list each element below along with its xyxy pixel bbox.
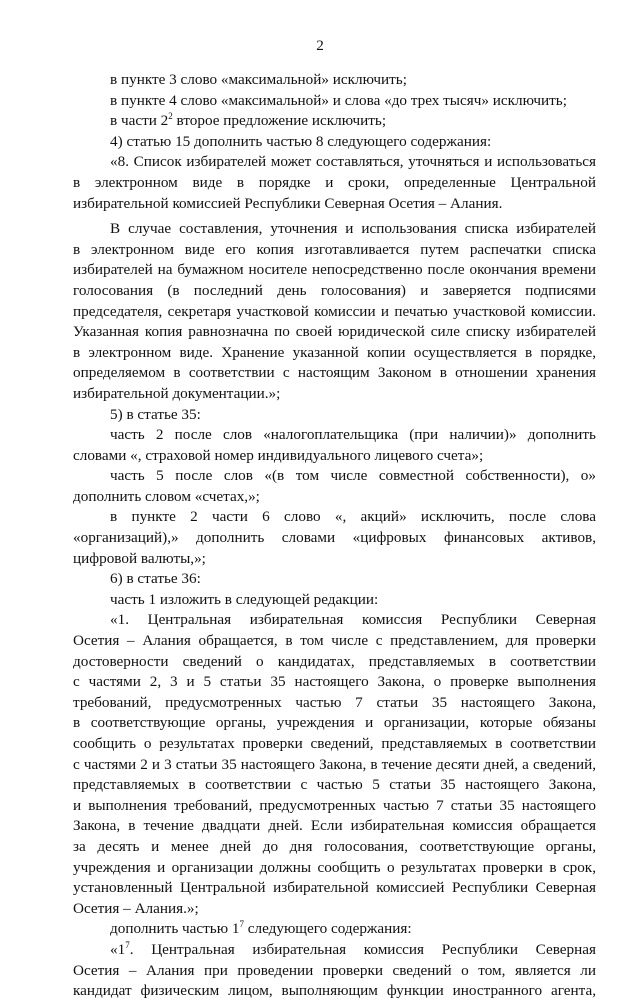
text-line-content: в соответствующие органы, учреждения и организации, которые обязаны <box>73 714 596 732</box>
text-line <box>73 363 596 384</box>
text-line-content: в пункте 2 части 6 слово «, акций» исключить, после слова <box>110 508 596 526</box>
text-line-content: часть 2 после слов «налогоплательщика (при наличии)» дополнить <box>110 426 596 444</box>
text-line <box>73 981 596 1002</box>
text-line-continuation: следующего содержания: <box>243 920 412 938</box>
text-line-content: избирателей на бумажном носителе непосредственно после окончания времени <box>73 261 596 279</box>
text-line <box>73 610 596 631</box>
text-line <box>73 755 596 776</box>
text-line-content: Осетия – Алания.»; <box>73 899 199 917</box>
text-line <box>73 734 596 755</box>
text-line <box>73 194 596 215</box>
text-line <box>73 899 596 920</box>
text-line <box>73 322 596 343</box>
text-line <box>73 652 596 673</box>
document-body <box>73 70 596 1002</box>
text-line-content: достоверности сведений о кандидатах, представляемых в соответствии <box>73 652 596 670</box>
text-line-content: избирательной комиссией Республики Северная Осетия – Алания. <box>73 194 503 212</box>
text-line-content: 4) статью 15 дополнить частью 8 следующего содержания: <box>110 132 492 150</box>
text-line-content: в пункте 4 слово «максимальной» и слова «до трех тысяч» исключить; <box>110 91 567 109</box>
text-line-content: цифровой валюты,»; <box>73 549 206 567</box>
text-line <box>73 919 596 940</box>
text-line-content: в электронном виде его копия изготавливается путем распечатки списка <box>73 240 596 258</box>
text-line-content: определяемом в соответствии с настоящим Законом в отношении хранения <box>73 364 596 382</box>
text-line <box>73 91 596 112</box>
text-line <box>73 281 596 302</box>
text-line-continuation: второе предложение исключить; <box>172 112 387 130</box>
text-line-content: избирательной документации.»; <box>73 384 281 402</box>
text-line <box>73 940 596 961</box>
text-line <box>73 713 596 734</box>
text-line-content: голосования (в последний день голосования) и заверяется подписями <box>73 281 596 299</box>
text-line-content: часть 5 после слов «(в том числе совместной собственности), о» <box>110 467 596 485</box>
text-line <box>73 569 596 590</box>
text-line <box>73 173 596 194</box>
text-line <box>73 152 596 173</box>
text-line <box>73 487 596 508</box>
text-line-continuation: . Центральная избирательная комиссия Республики Северная <box>129 940 596 958</box>
text-line <box>73 672 596 693</box>
text-line <box>73 219 596 240</box>
superscript: 7 <box>125 939 130 950</box>
text-line <box>73 961 596 982</box>
text-line <box>73 507 596 528</box>
text-line <box>73 260 596 281</box>
text-line-content: в части 2 <box>110 112 169 130</box>
text-line-content: Осетия – Алания обращается, в том числе с представлением, для проверки <box>73 632 596 650</box>
text-line-content: «организаций),» дополнить словами «цифровых финансовых активов, <box>73 529 596 547</box>
text-line-content: требований, предусмотренных частью 7 статьи 35 настоящего Закона, <box>73 693 596 711</box>
text-line <box>73 111 596 132</box>
superscript: 7 <box>239 919 244 930</box>
text-line-content: сообщить о результатах проверки сведений, представляемых в соответствии <box>73 735 596 752</box>
text-line <box>73 796 596 817</box>
text-line-content: Закона, в течение двадцати дней. Если избирательная комиссия обращается <box>73 817 596 835</box>
text-line-content: часть 1 изложить в следующей редакции: <box>110 590 379 608</box>
text-line <box>73 132 596 153</box>
text-line <box>73 549 596 570</box>
text-line-content: 6) в статье 36: <box>110 570 201 588</box>
text-line <box>73 837 596 858</box>
text-line <box>73 858 596 879</box>
text-line-content: представляемых в соответствии с частью 5 статьи 35 настоящего Закона, <box>73 776 596 794</box>
text-line <box>73 631 596 652</box>
text-line-content: «1 <box>110 940 126 958</box>
text-line-content: в пункте 3 слово «максимальной» исключить; <box>110 71 407 88</box>
text-line-content: «8. Список избирателей может составляться, уточняться и использоваться <box>110 153 596 171</box>
page-number: 2 <box>316 37 324 54</box>
text-line <box>73 70 596 91</box>
text-line-content: с частями 2 и 3 статьи 35 настоящего Закона, в течение десяти дней, а сведений, <box>73 755 596 773</box>
text-line <box>73 693 596 714</box>
text-line-content: в электронном виде. Хранение указанной копии осуществляется в порядке, <box>73 343 596 361</box>
text-line <box>73 775 596 796</box>
text-line <box>73 384 596 405</box>
text-line-content: за десять и менее дней до дня голосования, соответствующие органы, <box>73 837 596 855</box>
text-line <box>73 878 596 899</box>
text-line-content: и выполнения требований, предусмотренных частью 7 статьи 35 настоящего <box>73 796 596 814</box>
text-line-content: председателя, секретаря участковой комиссии и печатью участковой комиссии. <box>73 302 596 320</box>
text-line-content: учреждения и организации должны сообщить о результатах проверки в срок, <box>73 858 596 876</box>
text-line-content: 5) в статье 35: <box>110 405 201 423</box>
text-line-content: Указанная копия равнозначна по своей юридической силе списку избирателей <box>73 323 596 341</box>
text-line <box>73 816 596 837</box>
text-line <box>73 240 596 261</box>
text-line <box>73 528 596 549</box>
text-line-content: в электронном виде в порядке и сроки, определенные Центральной <box>73 173 596 191</box>
text-line-content: словами «, страховой номер индивидуального лицевого счета»; <box>73 446 484 464</box>
text-line-content: с частями 2, 3 и 5 статьи 35 настоящего Закона, о проверке выполнения <box>73 673 596 691</box>
superscript: 2 <box>168 111 173 122</box>
text-line <box>73 405 596 426</box>
text-line-content: кандидат физическим лицом, выполняющим функции иностранного агента, <box>73 982 596 1000</box>
text-line <box>73 302 596 323</box>
text-line-content: Осетия – Алания при проведении проверки сведений о том, является ли <box>73 961 596 979</box>
text-line <box>73 343 596 364</box>
text-line-content: В случае составления, уточнения и использования списка избирателей <box>110 220 596 238</box>
text-line-content: дополнить словом «счетах,»; <box>73 487 260 505</box>
text-line-content: «1. Центральная избирательная комиссия Республики Северная <box>110 611 596 629</box>
text-line <box>73 425 596 446</box>
text-line-content: установленный Центральной избирательной комиссией Республики Северная <box>73 879 596 897</box>
text-line <box>73 590 596 611</box>
text-line-content: дополнить частью 1 <box>110 920 240 938</box>
text-line <box>73 466 596 487</box>
text-line <box>73 446 596 467</box>
